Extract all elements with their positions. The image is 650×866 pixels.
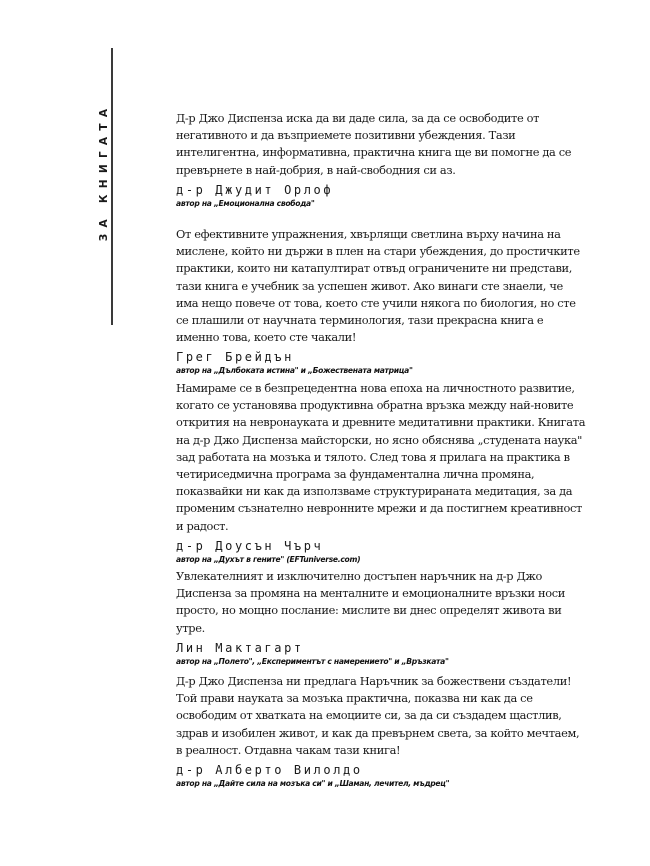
blurb-quote: Д-р Джо Диспенза иска да ви даде сила, за да се освободите от негативното и да възприемете позитивни убеждения. Тази интелигентна, информативна, практична книга ще ви помогне да се превърнете в най-добрия, в най-свободния си аз. (176, 111, 572, 177)
praise-blurb (176, 673, 581, 789)
blurb-source: автор на „Дълбоката истина" и „Божествената матрица" (176, 366, 413, 376)
blurb-quote: Д-р Джо Диспенза ни предлага Наръчник за божествени създатели! Той прави науката за мозъка практична, показва ни как да се освободим от хватката на емоциите си, за да си създадем щастлив, здрав и изобилен живот, и как да превърнем света, за който мечтаем, в реалност. Отдавна чакам тази книга! (176, 674, 580, 757)
praise-blurb (176, 380, 586, 565)
praise-blurb (176, 226, 581, 376)
side-divider-line (111, 48, 113, 325)
section-title: ЗА КНИГАТА (98, 102, 110, 242)
praise-blurb (176, 110, 581, 209)
praise-blurb (176, 568, 581, 667)
blurb-source: автор на „Духът в гените" (EFTuniverse.com) (176, 554, 361, 564)
blurb-author: д-р Алберто Вилолдо (176, 763, 363, 778)
blurb-author: д-р Доусън Чърч (176, 538, 324, 553)
blurb-quote: От ефективните упражнения, хвърлящи светлина върху начина на мислене, който ни държи в плен на стари убеждения, до простичките практики, които ни катапултират отвъд ограничените ни представи, тази книга е учебник за успешен живот. Ако винаги сте знаели, че има нещо повече от това, което сте учили някога по биология, но сте се плашили от научната терминология, тази прекрасна книга е именно това, което сте чакали! (176, 227, 580, 345)
blurb-author: д-р Джудит Орлоф (176, 182, 334, 197)
blurb-source: автор на „Полето", „Експериментът с намерението" и „Връзката" (176, 656, 449, 666)
blurb-source: автор на „Емоционална свобода" (176, 198, 315, 208)
blurb-quote: Увлекателният и изключително достъпен наръчник на д-р Джо Диспенза за промяна на менталните и емоционалните връзки носи просто, но мощно послание: мислите ви днес определят живота ви утре. (176, 569, 566, 635)
blurb-author: Лин Мактагарт (176, 640, 304, 655)
blurb-quote: Намираме се в безпрецедентна нова епоха на личностното развитие, когато се установява продуктивна обратна връзка между най-новите открития на невронауката и древните медитативни практики. Книгата на д-р Джо Диспенза майсторски, но ясно обяснява „студената наука" зад работата на мозъка и тялото. След това я прилага на практика в четириседмична програма за фундаментална лична промяна, показвайки ни как да използваме структурираната медитация, за да променим съзнателно невронните мрежи и да постигнем креативност и радост. (176, 381, 586, 533)
blurb-source: автор на „Дайте сила на мозъка си" и „Шаман, лечител, мъдрец" (176, 779, 450, 789)
blurb-author: Грег Брейдън (176, 350, 294, 365)
